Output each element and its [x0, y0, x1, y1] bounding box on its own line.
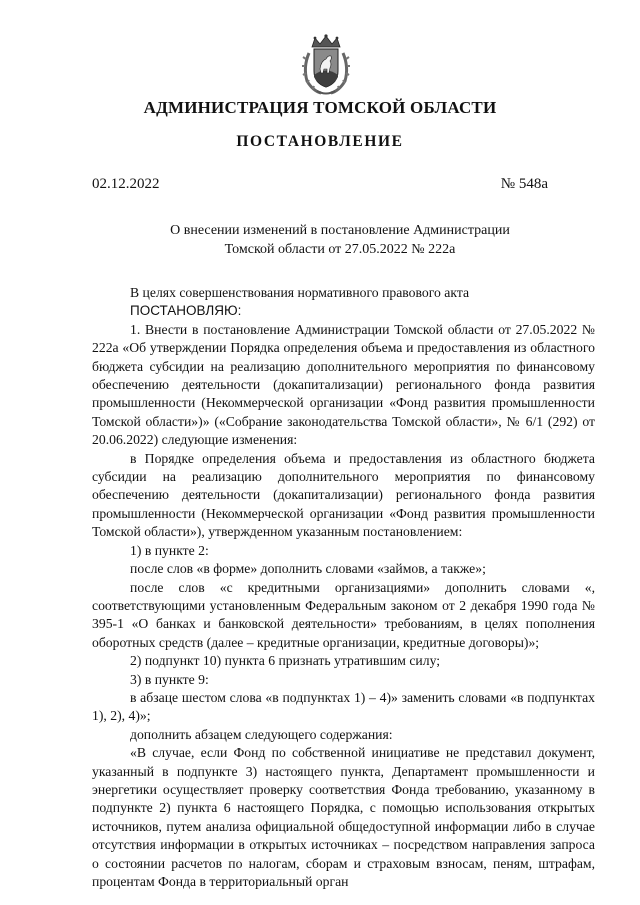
organization-title: АДМИНИСТРАЦИЯ ТОМСКОЙ ОБЛАСТИ: [143, 98, 497, 117]
document-number: № 548а: [500, 176, 548, 192]
document-type-heading: ПОСТАНОВЛЕНИЕ: [236, 133, 404, 150]
body-paragraph: после слов «с кредитными организациями» дополнить словами «, соответствующими установленным Федеральным законом от 2 декабря 1990 года № 395-1 «О банках и банковской деятельности» требованиям, в целях пополнения оборотных средств (далее – кредитные организации, кредитные договоры)»;: [92, 579, 595, 650]
body-paragraph: 1. Внести в постановление Администрации Томской области от 27.05.2022 № 222а «Об утверждении Порядка определения объема и предоставления из областного бюджета субсидии на реализацию дополнительного мероприятия по финансовому обеспечению деятельности (докапитализации) регионального фонда развития промышленности (Некоммерческой организации «Фонд развития промышленности Томской области»)» («Собрание законодательства Томской области», № 6/1 (292) от 20.06.2022) следующие изменения:: [92, 321, 595, 448]
body-paragraph: после слов «в форме» дополнить словами «займов, а также»;: [130, 561, 486, 577]
body-paragraph: 1) в пункте 2:: [130, 542, 209, 558]
body-paragraph-preamble: В целях совершенствования нормативного правового акта: [130, 285, 470, 300]
document-date: 02.12.2022: [92, 176, 160, 192]
body-paragraph: 3) в пункте 9:: [130, 671, 209, 687]
document-subject: [150, 221, 530, 259]
body-paragraph: в Порядке определения объема и предоставления из областного бюджета субсидии на реализацию дополнительного мероприятия по финансовому обеспечению деятельности (докапитализации) регионального фонда развития промышленности (Некоммерческой организации «Фонд развития промышленности Томской области»), утвержденном указанным постановлением:: [92, 450, 595, 540]
body-paragraph: 2) подпункт 10) пункта 6 признать утратившим силу;: [130, 653, 441, 669]
subject-line-1: О внесении изменений в постановление Администрации: [170, 223, 510, 238]
document-body: [92, 284, 595, 891]
body-paragraph: дополнить абзацем следующего содержания:: [130, 726, 393, 742]
coat-of-arms-emblem: [299, 33, 353, 97]
body-paragraph-resolve: ПОСТАНОВЛЯЮ:: [130, 303, 242, 319]
body-paragraph: в абзаце шестом слова «в подпунктах 1) – 4)» заменить словами «в подпунктах 1), 2), 4)»;: [92, 689, 595, 724]
body-paragraph: «В случае, если Фонд по собственной инициативе не представил документ, указанный в подпункте 3) настоящего пункта, Департамент промышленности и энергетики осуществляет проверку соответствия Фонда требованию, указанному в подпункте 2) пункта 6 настоящего Порядка, с помощью использования открытых источников, путем анализа официальной общедоступной информации либо в случае отсутствия информации в открытых источниках – посредством направления запроса о состоянии расчетов по налогам, сборам и страховым взносам, пеням, штрафам, процентам Фонда в территориальный орган: [92, 745, 595, 889]
subject-line-2: Томской области от 27.05.2022 № 222а: [224, 242, 456, 257]
